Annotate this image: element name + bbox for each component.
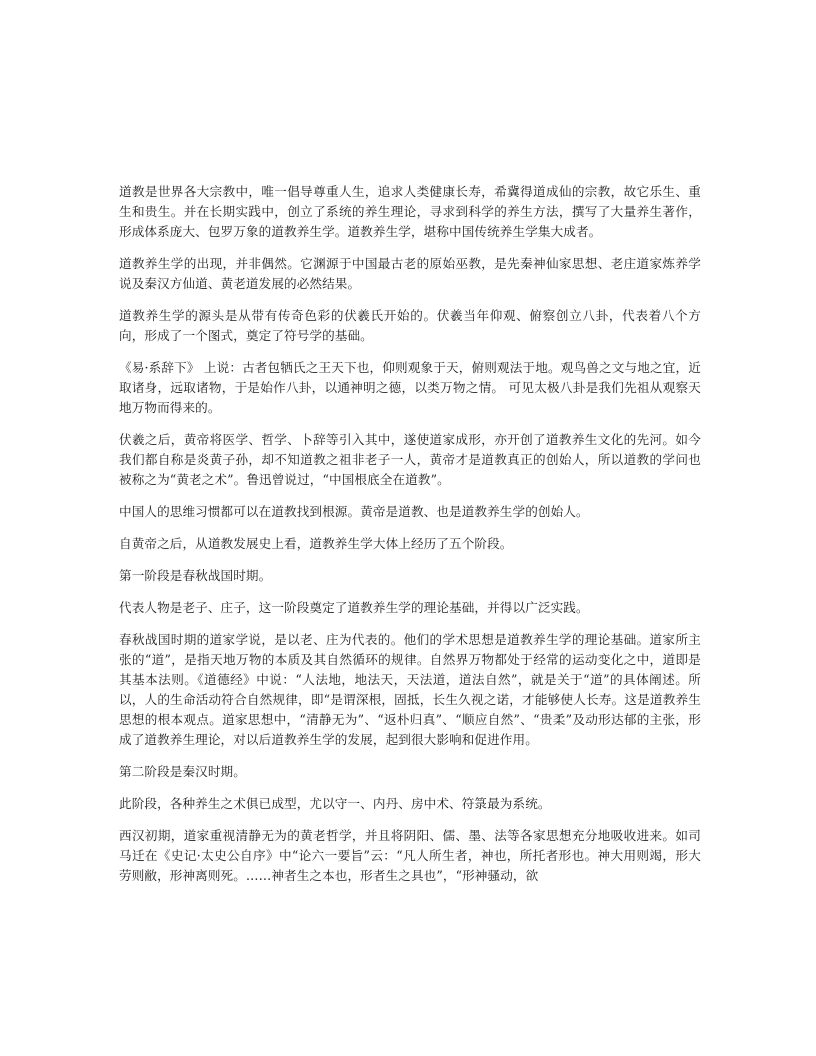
paragraph: 第二阶段是秦汉时期。 bbox=[119, 764, 246, 779]
paragraph: 伏羲之后，黄帝将医学、哲学、卜辞等引入其中，遂使道家成形，亦开创了道教养生文化的先河。如今我们都自称是炎黄子孙，却不知道教之祖非老子一人，黄帝才是道教真正的创始人，所以道教的学问也被称之为“黄老之术”。鲁迅曾说过，“中国根底全在道教”。 bbox=[119, 432, 701, 487]
paragraph: 道教是世界各大宗教中，唯一倡导尊重人生，追求人类健康长寿，希冀得道成仙的宗教，故它乐生、重生和贵生。并在长期实践中，创立了系统的养生理论，寻求到科学的养生方法，撰写了大量养生著作，形成体系庞大、包罗万象的道教养生学。道教养生学，堪称中国传统养生学集大成者。 bbox=[119, 184, 701, 239]
paragraph: 《易·系辞下》 上说：古者包牺氏之王天下也，仰则观象于天，俯则观法于地。观鸟兽之文与地之宜，近取诸身，远取诸物，于是始作八卦，以通神明之德，以类万物之情。 可见太极八卦是我们先祖从观察天地万物而得来的。 bbox=[119, 360, 701, 415]
paragraph: 第一阶段是春秋战国时期。 bbox=[119, 568, 272, 583]
paragraph: 春秋战国时期的道家学说，是以老、庄为代表的。他们的学术思想是道教养生学的理论基础。道家所主张的“道”，是指天地万物的本质及其自然循环的规律。自然界万物都处于经常的运动变化之中，道即是其基本法则。《道德经》中说：“人法地，地法天，天法道，道法自然”，就是关于“道”的具体阐述。所以，人的生命活动符合自然规律，即“是谓深根，固抵，长生久视之诺，才能够使人长寿。这是道教养生思想的根本观点。道家思想中，“清静无为”、“返朴归真”、“顺应自然”、“贵柔”及动形达郁的主张，形成了道教养生理论，对以后道教养生学的发展，起到很大影响和促进作用。 bbox=[119, 632, 701, 747]
document-body bbox=[119, 182, 701, 886]
paragraph: 西汉初期，道家重视清静无为的黄老哲学，并且将阴阳、儒、墨、法等各家思想充分地吸收进来。如司马迁在《史记·太史公自序》中“论六一要旨”云：“凡人所生者，神也，所托者形也。神大用则竭，形大劳则敝，形神离则死。……神者生之本也，形者生之具也”，“形神骚动，欲 bbox=[119, 828, 701, 883]
paragraph: 中国人的思维习惯都可以在道教找到根源。黄帝是道教、也是道教养生学的创始人。 bbox=[119, 504, 589, 519]
paragraph: 此阶段，各种养生之术俱已成型，尤以守一、内丹、房中术、符箓最为系统。 bbox=[119, 796, 551, 811]
paragraph: 代表人物是老子、庄子，这一阶段奠定了道教养生学的理论基础，并得以广泛实践。 bbox=[119, 600, 589, 615]
paragraph: 道教养生学的源头是从带有传奇色彩的伏羲氏开始的。伏羲当年仰观、俯察创立八卦，代表着八个方向，形成了一个图式，奠定了符号学的基础。 bbox=[119, 308, 701, 343]
paragraph: 自黄帝之后，从道教发展史上看，道教养生学大体上经历了五个阶段。 bbox=[119, 536, 513, 551]
paragraph: 道教养生学的出现，并非偶然。它渊源于中国最古老的原始巫教，是先秦神仙家思想、老庄道家炼养学说及秦汉方仙道、黄老道发展的必然结果。 bbox=[119, 256, 701, 291]
